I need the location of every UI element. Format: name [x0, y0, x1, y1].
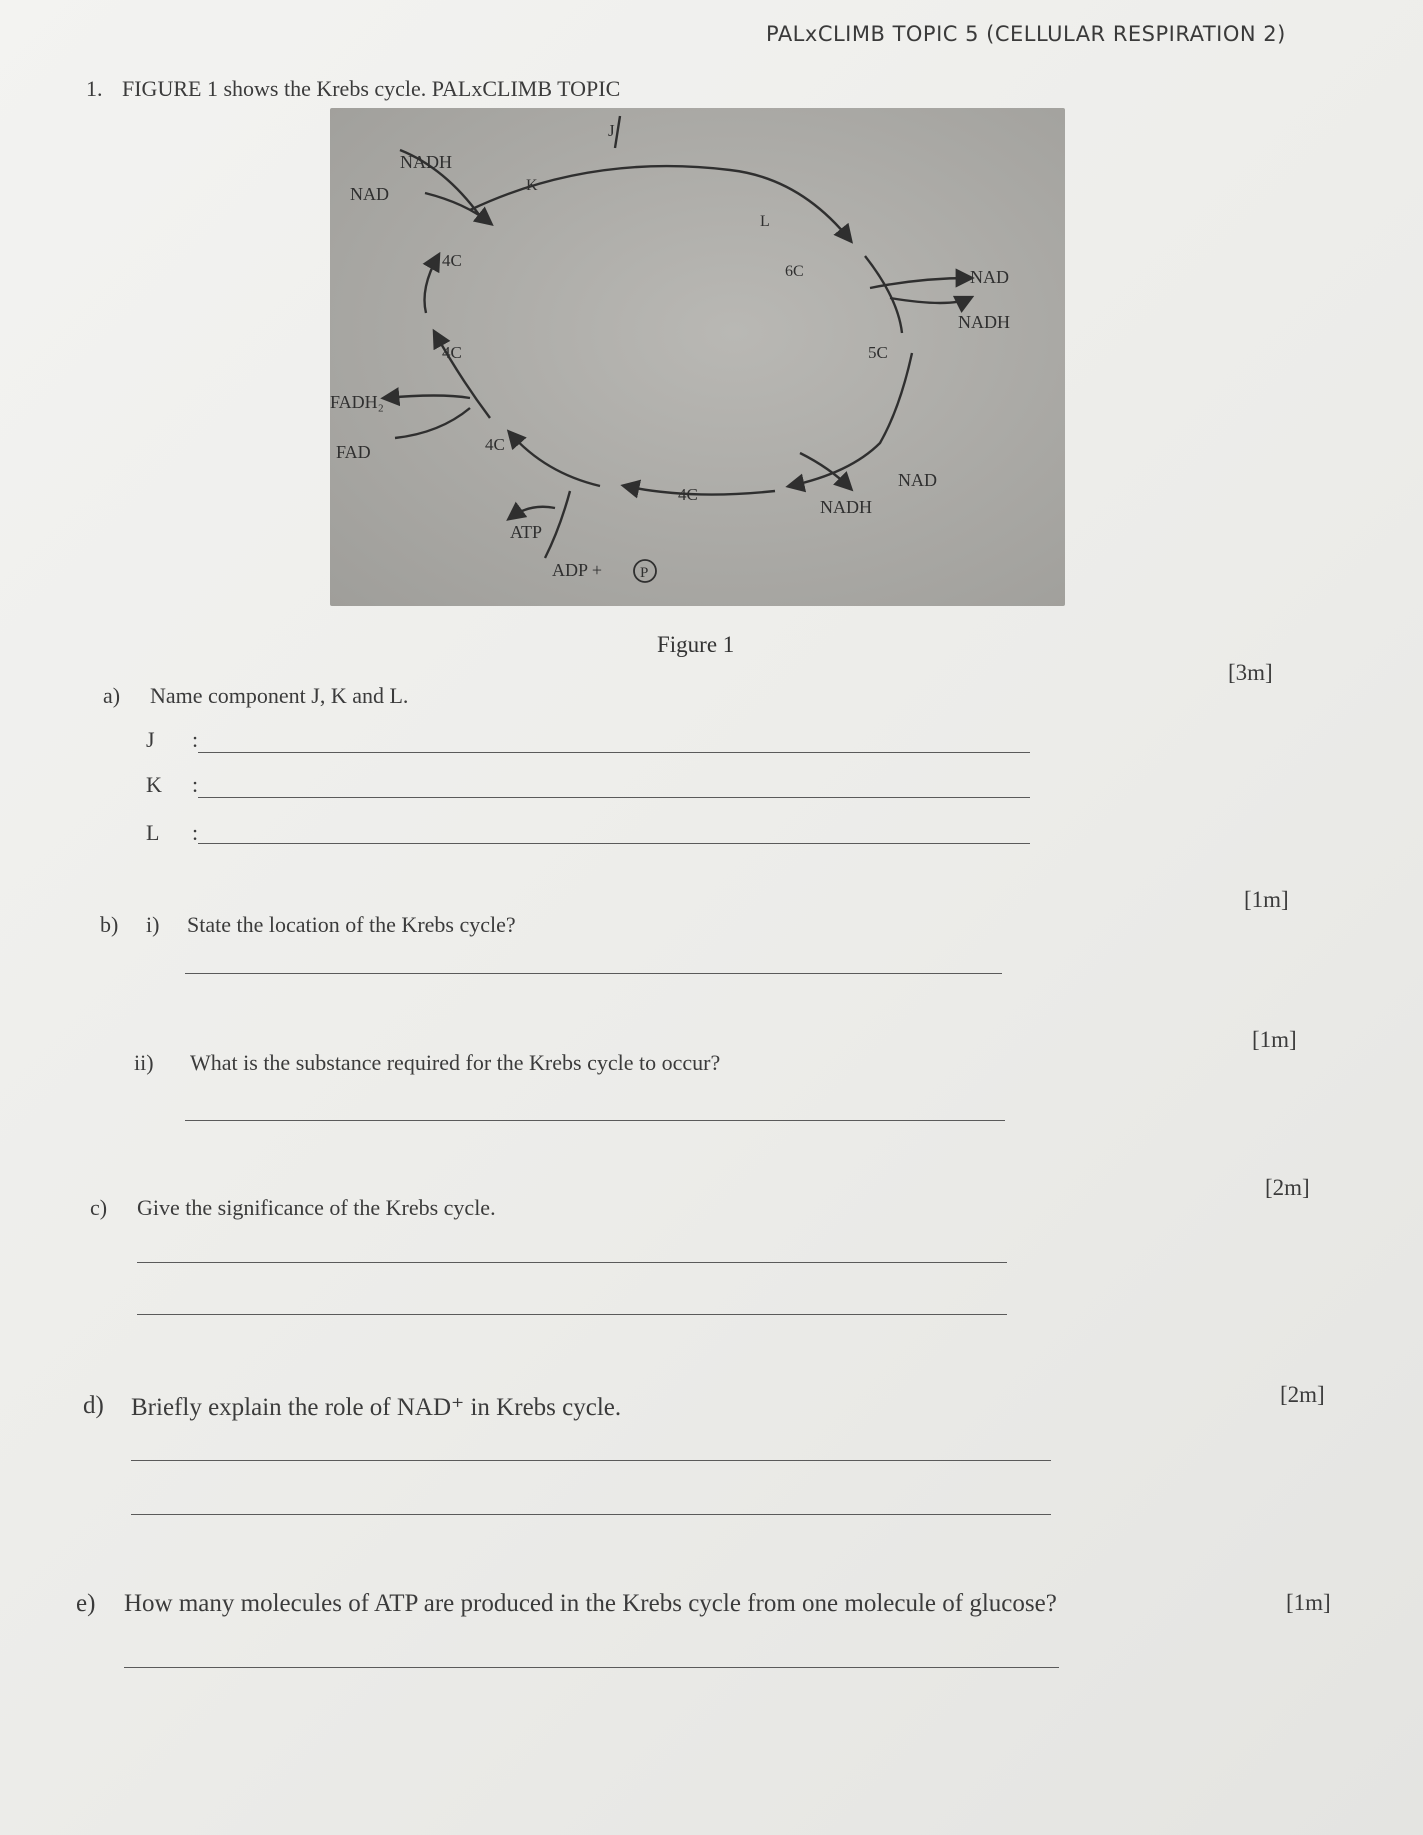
branch-j	[615, 116, 620, 148]
label-nadh-top: NADH	[400, 152, 452, 172]
figure-caption: Figure 1	[657, 632, 735, 657]
answer-line-k[interactable]	[198, 797, 1030, 798]
label-4c-lower: 4C	[485, 435, 505, 454]
answer-l-letter: L	[146, 820, 160, 845]
label-5c: 5C	[868, 343, 888, 362]
marks-d: [2m]	[1280, 1382, 1325, 1407]
page-header: PALxCLIMB TOPIC 5 (CELLULAR RESPIRATION 2)	[766, 22, 1286, 46]
answer-line-d-1[interactable]	[131, 1460, 1051, 1461]
part-a-label: a)	[103, 683, 121, 708]
branch-nad-top	[425, 193, 490, 223]
answer-j-colon: :	[192, 727, 199, 752]
label-4c-bottom: 4C	[678, 485, 698, 504]
label-l: L	[760, 213, 770, 230]
arc-left-upper	[425, 256, 439, 313]
answer-line-e[interactable]	[124, 1667, 1059, 1668]
answer-line-b-i[interactable]	[185, 973, 1002, 974]
label-pi: P	[640, 565, 649, 581]
label-nad-right: NAD	[970, 267, 1009, 287]
answer-line-b-ii[interactable]	[185, 1120, 1005, 1121]
krebs-cycle-figure	[330, 108, 1065, 606]
part-b-i-question: State the location of the Krebs cycle?	[187, 912, 516, 937]
label-4c-top: 4C	[442, 251, 462, 270]
answer-k-letter: K	[146, 772, 162, 797]
question-intro: FIGURE 1 shows the Krebs cycle. PALxCLIMB TOPIC	[122, 76, 621, 101]
branch-nadh-right	[890, 298, 970, 303]
part-e-label: e)	[76, 1590, 96, 1617]
branch-fad	[395, 408, 470, 438]
label-fadh2: FADH₂	[330, 392, 384, 412]
part-e-question: How many molecules of ATP are produced in the Krebs cycle from one molecule of glucose?	[124, 1590, 1057, 1617]
answer-line-c-1[interactable]	[137, 1262, 1007, 1263]
label-nadh-bottom: NADH	[820, 497, 872, 517]
arc-bottom	[625, 486, 775, 495]
krebs-cycle-diagram	[330, 108, 1065, 606]
label-nad-top: NAD	[350, 184, 389, 204]
label-atp: ATP	[510, 522, 543, 542]
answer-j-letter: J	[146, 727, 155, 752]
part-d-label: d)	[83, 1392, 104, 1419]
label-nadh-right: NADH	[958, 312, 1010, 332]
branch-fadh2	[385, 396, 470, 399]
marks-e: [1m]	[1286, 1590, 1331, 1615]
branch-atp	[510, 507, 555, 518]
part-b-ii-sub: ii)	[134, 1050, 154, 1075]
answer-line-l[interactable]	[198, 843, 1030, 844]
label-4c-mid: 4C	[442, 343, 462, 362]
part-d-question: Briefly explain the role of NAD⁺ in Krebs cycle.	[131, 1394, 622, 1421]
arc-left-lower	[510, 433, 600, 486]
marks-c: [2m]	[1265, 1175, 1310, 1200]
answer-line-c-2[interactable]	[137, 1314, 1007, 1315]
label-6c: 6C	[785, 263, 804, 280]
label-k: K	[526, 177, 538, 194]
branch-adp	[545, 491, 570, 558]
label-nad-bottom: NAD	[898, 470, 937, 490]
label-fad: FAD	[336, 442, 371, 462]
part-a-question: Name component J, K and L.	[150, 683, 409, 708]
answer-line-j[interactable]	[198, 752, 1030, 753]
label-adp: ADP +	[552, 560, 602, 580]
arc-right-upper	[865, 256, 902, 333]
label-j: J	[608, 121, 615, 140]
arc-right-lower	[790, 353, 912, 486]
part-b-label: b)	[100, 912, 119, 937]
part-c-label: c)	[90, 1195, 108, 1220]
answer-l-colon: :	[192, 820, 199, 845]
marks-a: [3m]	[1228, 660, 1273, 685]
marks-b-ii: [1m]	[1252, 1027, 1297, 1052]
question-number: 1.	[86, 76, 103, 101]
answer-k-colon: :	[192, 772, 199, 797]
part-c-question: Give the significance of the Krebs cycle.	[137, 1195, 496, 1220]
part-b-ii-question: What is the substance required for the Krebs cycle to occur?	[190, 1050, 721, 1075]
answer-line-d-2[interactable]	[131, 1514, 1051, 1515]
marks-b-i: [1m]	[1244, 887, 1289, 912]
part-b-i-sub: i)	[146, 912, 160, 937]
